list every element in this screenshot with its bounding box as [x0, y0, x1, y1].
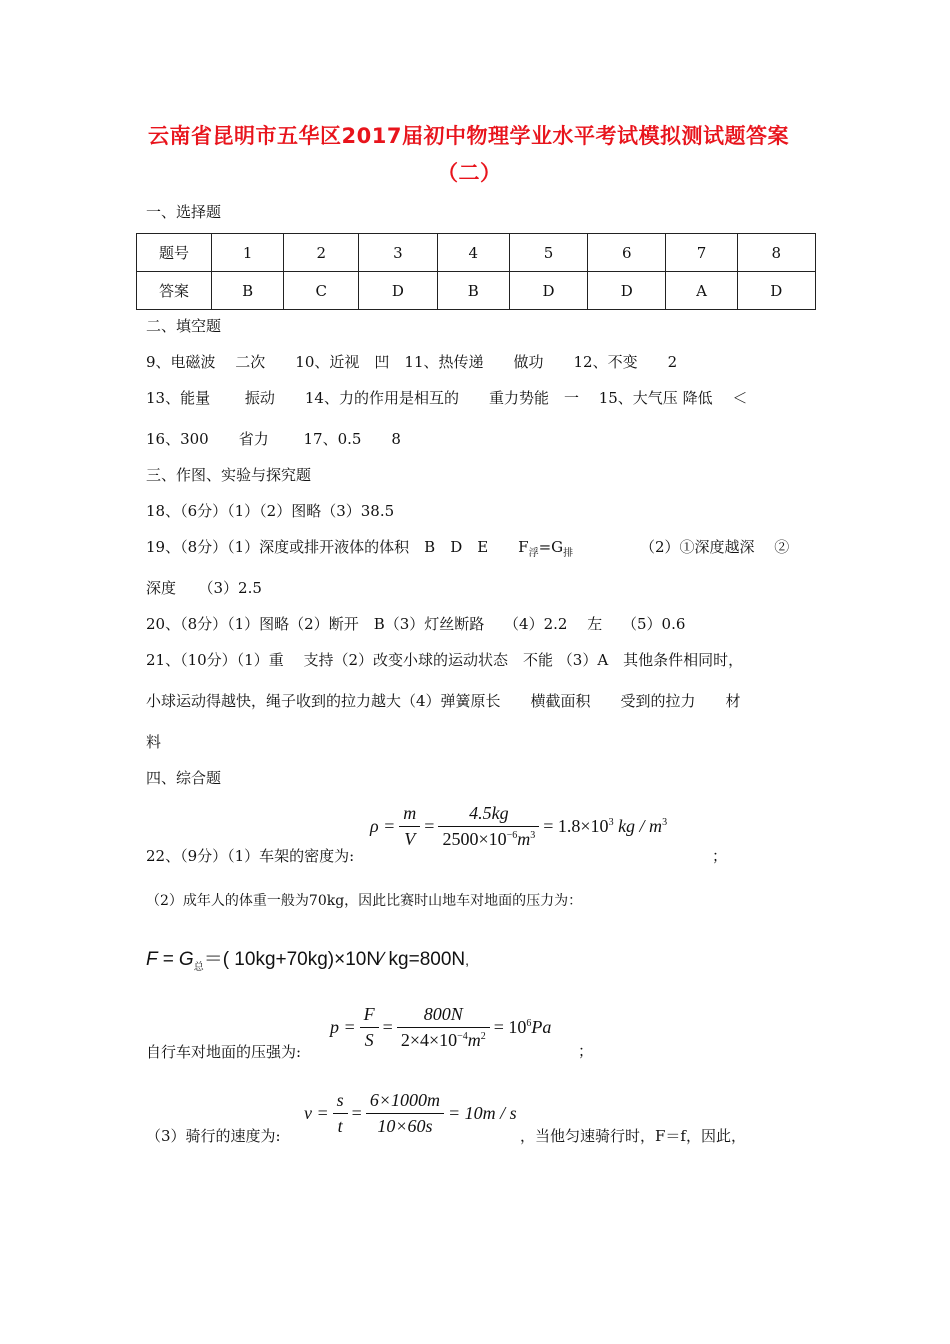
table-cell: 1 [212, 234, 284, 272]
formula-lhs: v = [304, 1103, 329, 1123]
formula-result: = $1.8\times 10^3$ kg / $m^3$ [543, 816, 668, 836]
q19-eq: =G [538, 538, 564, 556]
table-cell: C [284, 272, 359, 310]
table-cell: A [666, 272, 737, 310]
q19-subscript-displaced: 排 [563, 548, 574, 559]
page-subtitle: （二） [437, 161, 502, 185]
fraction-s-over-t [333, 1090, 348, 1137]
answer-line: 20、（8分）（1）图略（2）断开 B（3）灯丝断路 （4）2.2 左 （5）0.6 [146, 615, 686, 633]
q19-subscript-float: 浮 [528, 548, 539, 559]
answer-line: 深度 （3）2.5 [146, 579, 262, 597]
q22-intro: 22、（9分）（1）车架的密度为: [146, 847, 355, 865]
section-heading-comprehensive: 四、综合题 [146, 769, 222, 787]
answer-line: 料 [146, 733, 162, 751]
numerator: 800N [397, 1004, 490, 1028]
answer-line: 小球运动得越快，绳子收到的拉力越大（4）弹簧原长 横截面积 受到的拉力 材 [146, 692, 741, 710]
table-header-cell: 题号 [137, 234, 212, 272]
q19-text: 19、（8分）（1）深度或排开液体的体积 B D E F [146, 538, 529, 556]
formula-lhs: p = [330, 1017, 356, 1037]
q22-part2: （2）成年人的体重一般为70kg，因此比赛时山地车对地面的压力为： [146, 893, 583, 909]
fraction-f-over-s [360, 1004, 379, 1051]
answer-table [136, 233, 816, 310]
table-cell: 5 [509, 234, 587, 272]
table-cell: 2 [284, 234, 359, 272]
denominator: $2\times 4\times 10^{-4}m^2$ [400, 1030, 486, 1050]
table-row [137, 272, 816, 310]
table-header-cell: 答案 [137, 272, 212, 310]
answer-line: 21、（10分）（1）重 支持（2）改变小球的运动状态 不能 （3）A 其他条件相同时， [146, 651, 744, 669]
table-cell: B [212, 272, 284, 310]
table-cell: 4 [437, 234, 509, 272]
denominator: 10×60s [377, 1116, 433, 1136]
section-heading-choice: 一、选择题 [146, 203, 222, 221]
force-formula: $F = G_总=$( 10kg+70kg)×10N∕ kg=800N, [146, 949, 470, 973]
numerator: 4.5kg [438, 803, 539, 827]
answer-line: （2）①深度越深 ② [640, 538, 790, 556]
denominator: V [404, 829, 416, 849]
numerator: 6×1000m [366, 1090, 444, 1114]
table-row [137, 234, 816, 272]
fraction-m-over-v [399, 803, 420, 850]
q22-part3-tail: ，当他匀速骑行时，F＝f，因此， [520, 1127, 746, 1145]
denominator: $2500\times 10^{-6}m^3$ [442, 829, 536, 849]
answer-line: 9、电磁波 二次 10、近视 凹 11、热传递 做功 12、不变 2 [146, 353, 678, 371]
density-formula: ρ = $\frac{m}{V}$ = $\frac{4.5kg}{2500\times 10^{-6}m^3}$ = $1.8\times 10^3$ kg / $m^3$ [370, 803, 668, 849]
table-cell: D [737, 272, 815, 310]
numerator: F [360, 1004, 379, 1028]
q22-pressure-label: 自行车对地面的压强为: [146, 1043, 302, 1061]
table-cell: D [359, 272, 437, 310]
fraction-values [397, 1004, 490, 1051]
fraction-values [366, 1090, 444, 1137]
formula-result: = $10^6Pa$ [493, 1017, 552, 1037]
speed-formula: v = $\frac{s}{t}$ = $\frac{6\times 1000m}{10\times 60s}$ = 10m / s [304, 1090, 517, 1136]
answer-line: 16、300 省力 17、0.5 8 [146, 430, 401, 448]
formula-end-punct: ； [712, 847, 728, 865]
numerator: s [333, 1090, 348, 1114]
q22-part3: （3）骑行的速度为: [146, 1127, 281, 1145]
table-cell: 7 [666, 234, 737, 272]
table-cell: D [588, 272, 666, 310]
denominator: S [364, 1030, 374, 1050]
numerator: m [399, 803, 420, 827]
table-cell: B [437, 272, 509, 310]
formula-result: = 10m / s [447, 1103, 517, 1123]
section-heading-experiment: 三、作图、实验与探究题 [146, 466, 312, 484]
pressure-formula: p = $\frac{F}{S}$ = $\frac{800N}{2\times 4\times 10^{-4}m^2}$ = $10^6Pa$ [330, 1004, 552, 1050]
answer-line: 18、（6分）（1）（2）图略（3）38.5 [146, 502, 395, 520]
page-title: 云南省昆明市五华区2017届初中物理学业水平考试模拟测试题答案 [148, 124, 789, 148]
table-cell: D [509, 272, 587, 310]
fraction-values [438, 803, 539, 850]
table-cell: 6 [588, 234, 666, 272]
table-cell: 3 [359, 234, 437, 272]
formula-end-punct: ； [578, 1042, 594, 1060]
section-heading-fill: 二、填空题 [146, 317, 222, 335]
denominator: t [337, 1116, 343, 1136]
answer-line [146, 536, 573, 559]
table-cell: 8 [737, 234, 815, 272]
answer-line: 13、能量 振动 14、力的作用是相互的 重力势能 一 15、大气压 降低 ＜ [146, 389, 748, 407]
formula-lhs: ρ = [370, 816, 396, 836]
